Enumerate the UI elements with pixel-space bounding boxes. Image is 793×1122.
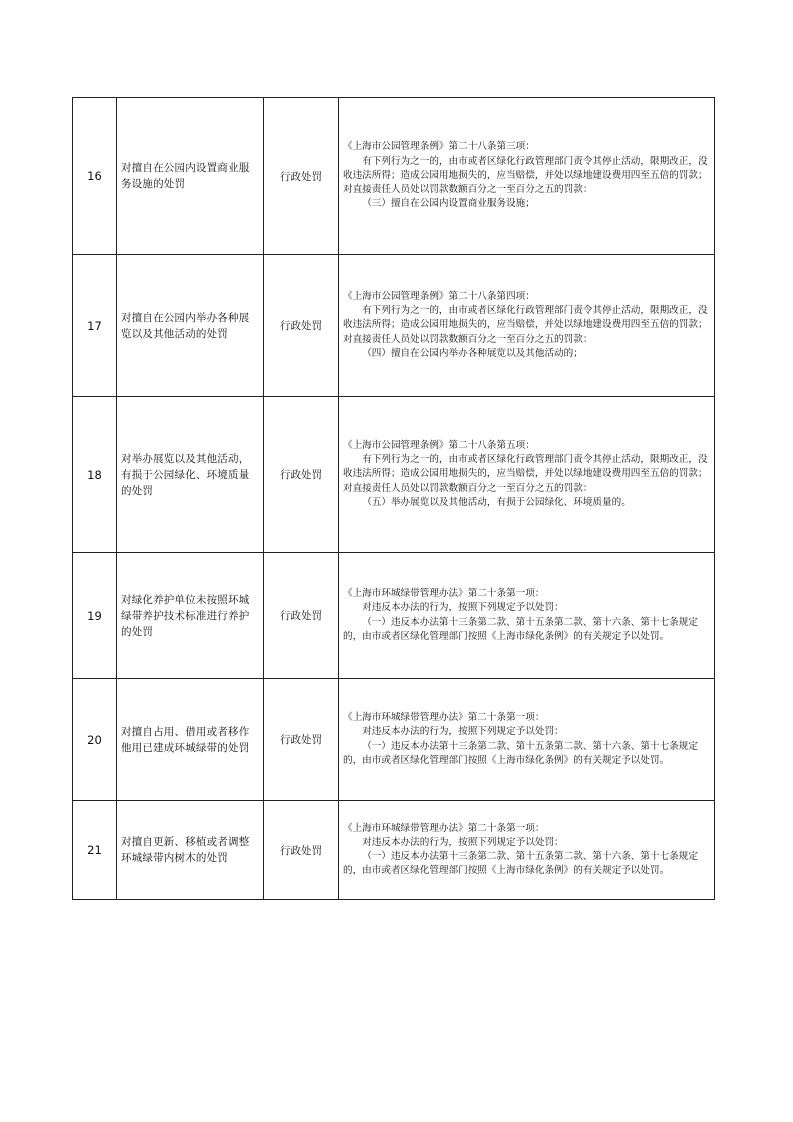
row-number: 19 [73,553,117,679]
item-name: 对擅自更新、移植或者调整环城绿带内树木的处罚 [117,801,264,900]
table-row [73,98,715,255]
basis-body: 有下列行为之一的，由市或者区绿化行政管理部门责令其停止活动，限期改正，没收违法所得；造成公园用地损失的，应当赔偿，并处以绿地建设费用四至五倍的罚款；对直接责任人员处以罚款数额百分之一至百分之五的罚款： [343,305,708,345]
item-name: 对擅自占用、借用或者移作他用已建成环城绿带的处罚 [117,679,264,801]
basis-item: （一）违反本办法第十三条第二款、第十五条第二款、第十六条、第十七条规定的，由市或者区绿化管理部门按照《上海市绿化条例》的有关规定予以处罚。 [343,616,698,642]
table-row [73,801,715,900]
legal-basis [339,553,715,679]
basis-body: 对违反本办法的行为，按照下列规定予以处罚： [362,602,564,614]
basis-title: 《上海市环城绿带管理办法》第二十条第一项： [343,712,545,724]
penalty-type: 行政处罚 [264,801,339,900]
legal-basis [339,397,715,553]
legal-basis [339,679,715,801]
row-number: 21 [73,801,117,900]
basis-body: 对违反本办法的行为，按照下列规定予以处罚： [362,836,564,848]
basis-title: 《上海市公园管理条例》第二十八条第三项： [343,141,535,153]
table-row [73,679,715,801]
penalty-type: 行政处罚 [264,679,339,801]
penalty-table [72,97,715,900]
basis-title: 《上海市公园管理条例》第二十八条第五项： [343,439,535,451]
basis-item: （一）违反本办法第十三条第二款、第十五条第二款、第十六条、第十七条规定的，由市或者区绿化管理部门按照《上海市绿化条例》的有关规定予以处罚。 [343,851,698,877]
penalty-type: 行政处罚 [264,397,339,553]
row-number: 20 [73,679,117,801]
basis-item: （一）违反本办法第十三条第二款、第十五条第二款、第十六条、第十七条规定的，由市或者区绿化管理部门按照《上海市绿化条例》的有关规定予以处罚。 [343,740,698,766]
penalty-type: 行政处罚 [264,255,339,397]
table-row [73,553,715,679]
basis-body: 对违反本办法的行为，按照下列规定予以处罚： [362,726,564,738]
penalty-type: 行政处罚 [264,98,339,255]
item-name: 对绿化养护单位未按照环城绿带养护技术标准进行养护的处罚 [117,553,264,679]
basis-item: （三）擅自在公园内设置商业服务设施； [362,198,535,210]
row-number: 16 [73,98,117,255]
basis-body: 有下列行为之一的，由市或者区绿化行政管理部门责令其停止活动，限期改正，没收违法所得；造成公园用地损失的，应当赔偿，并处以绿地建设费用四至五倍的罚款；对直接责任人员处以罚款数额百分之一至百分之五的罚款： [343,454,708,494]
row-number: 17 [73,255,117,397]
basis-title: 《上海市环城绿带管理办法》第二十条第一项： [343,588,545,600]
basis-item: （五）举办展览以及其他活动，有损于公园绿化、环境质量的。 [362,496,631,508]
penalty-type: 行政处罚 [264,553,339,679]
basis-item: （四）擅自在公园内举办各种展览以及其他活动的； [362,347,583,359]
legal-basis [339,255,715,397]
row-number: 18 [73,397,117,553]
legal-basis [339,98,715,255]
table-row [73,397,715,553]
item-name: 对举办展览以及其他活动，有损于公园绿化、环境质量的处罚 [117,397,264,553]
legal-basis [339,801,715,900]
item-name: 对擅自在公园内设置商业服务设施的处罚 [117,98,264,255]
basis-title: 《上海市公园管理条例》第二十八条第四项： [343,290,535,302]
basis-title: 《上海市环城绿带管理办法》第二十条第一项： [343,822,545,834]
item-name: 对擅自在公园内举办各种展览以及其他活动的处罚 [117,255,264,397]
basis-body: 有下列行为之一的，由市或者区绿化行政管理部门责令其停止活动，限期改正，没收违法所得；造成公园用地损失的，应当赔偿，并处以绿地建设费用四至五倍的罚款；对直接责任人员处以罚款数额百分之一至百分之五的罚款： [343,155,708,196]
table-row [73,255,715,397]
